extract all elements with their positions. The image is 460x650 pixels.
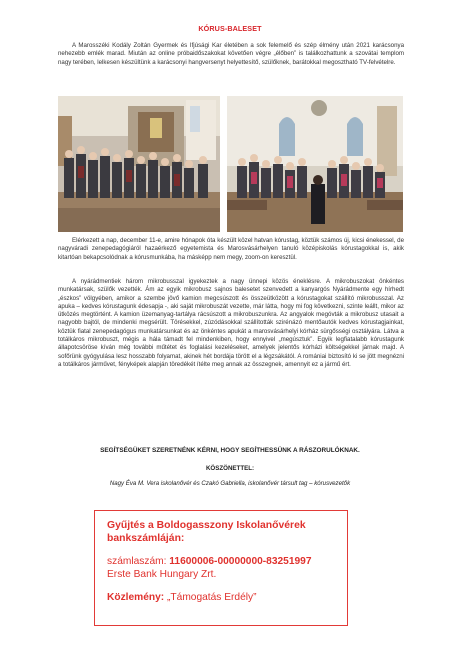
reference-label: Közlemény bbox=[107, 592, 161, 603]
bank-heading-line-2: bankszámláján: bbox=[107, 533, 185, 544]
bank-info-box bbox=[94, 510, 348, 626]
reference-value: „Támogatás Erdély” bbox=[167, 592, 257, 603]
second-paragraph: Elérkezett a nap, december 11-e, amire hónapok óta készült közel hatvan kórustag, köztük számos új, kicsi énekessel, de nagyváradi zenepedagógiáról hazaérkező egyetemista és Marosvásárhelyen tanuló középiskolás kórustagokkal is, akik kitartóan bekapcsolódnak a kórusmunkába, ha másképp nem megy, zoom-on keresztül. bbox=[58, 237, 404, 261]
help-callout: SEGÍTSÉGÜKET SZERETNÉNK KÉRNI, HOGY SEGÍTHESSÜNK A RÁSZORULÓKNAK. bbox=[100, 447, 360, 454]
credits-line: Nagy Éva M. Vera iskolanővér és Czakó Gabriella, iskolanővér társult tag – kórusvezetők bbox=[109, 480, 351, 487]
document-title: KÓRUS-BALESET bbox=[198, 24, 262, 33]
choir-photo-left bbox=[58, 96, 220, 232]
thanks-heading: KÖSZÖNETTEL: bbox=[205, 465, 255, 472]
bank-heading-line-1: Gyűjtés a Boldogasszony Iskolanővérek bbox=[107, 520, 306, 531]
bank-name: Erste Bank Hungary Zrt. bbox=[107, 569, 217, 580]
account-label: számlaszám: bbox=[107, 556, 167, 567]
choir-photo-right bbox=[227, 96, 403, 232]
account-number: 11600006-00000000-83251997 bbox=[169, 556, 312, 567]
reference-line: Közlemény: „Támogatás Erdély” bbox=[107, 592, 257, 603]
accident-paragraph: A nyárádmentiek három mikrobusszal igyekeztek a nagy ünnepi közös éneklésre. A mikrobuszokat önkéntes munkatársak, szülők vezették. Ám az egyik mikrobusz sajnos balesetet szenvedett a kanyargós Nyárádmente egy hírhedt „észkos” völgyében, amikor a szembe jövő kamion megcsúszott és összeütközött a kórustagokat szállító mikrobusszal. Az apuka – kedves kórustagunk édesapja -, aki saját mikrobuszát vezette, már látta, hogy mi fog következni, szinte leállt, mikor az ütközés megtörtént. A kamion üzemanyag-tartálya rácsúszott a mikrobuszunkra. Az angyalok megóvták a mikrobusz utasait a nagyobb bajtól, de mindenki megsérült. Törésekkel, zúzódásokkal szállították szirénázó mentőautók kedves kórustagjainkat, köztük fiatal zenepedagógus munkatársunkat és az önkéntes apukát a marosvásárhelyi kórház sürgősségi osztályára. Látva a totálkáros mikrobuszt, mégis a hála támadt fel mindenkiben, hogy ennyivel „megúsztuk”. Egyik legfiatalabb kórustagunk állapotcsöröse kíván még további műtétet és foglalási kezeléseket, amelyek jelentős kórházi költségekkel járnak majd. A sofőrünk gyógyulása lesz hosszabb folyamat, akinek hét bordája törött el a légzsákától. A romániai biztosító ki se jött megnézni a totálkáros járművet, fényképek alapján töredékét ítélte meg annak az összegnek, amennyit ez a jármű ért. bbox=[58, 278, 404, 368]
intro-paragraph: A Marosszéki Kodály Zoltán Gyermek és Ifjúsági Kar életében a sok felemelő és szép élmény után 2021 karácsonya nehezebb emlék marad. Miután az online próbaidőszakokat követően végre „élőben” is találkozhattunk a szovátai templom nagy terében, lelkesen készültünk a karácsonyi hangversenyt helyettesítő, szülőknek, barátokkal megosztható TV-felvételre. bbox=[58, 42, 404, 66]
account-line bbox=[107, 555, 347, 568]
